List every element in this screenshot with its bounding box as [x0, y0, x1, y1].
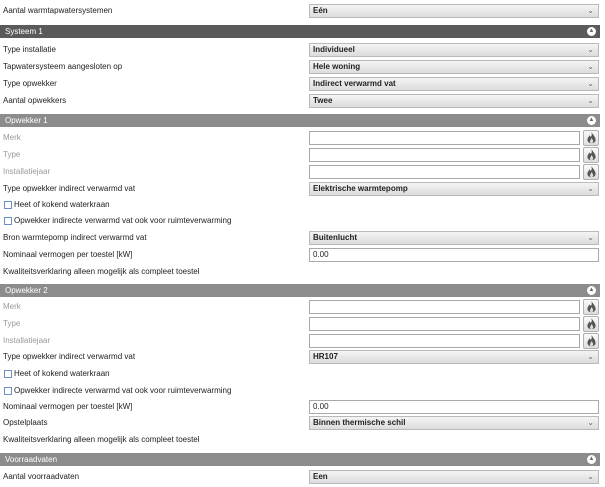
opwekker1-merk-row: [0, 130, 605, 146]
aantal-systemen-select[interactable]: [309, 4, 599, 18]
opwekker2-jaar-label: Installatiejaar: [3, 336, 51, 345]
opwekker1-type-vat-label: Type opwekker indirect verwarmd vat: [3, 184, 136, 193]
opwekker2-title: Opwekker 2: [5, 286, 48, 295]
opwekker1-title: Opwekker 1: [5, 116, 48, 125]
flame-icon: [587, 132, 596, 145]
type-opwekker-select[interactable]: [309, 77, 599, 91]
chevron-down-icon: ⌄: [587, 6, 594, 15]
collapse-icon[interactable]: ▲: [588, 456, 595, 462]
opwekker2-kokend-label: Heet of kokend waterkraan: [14, 369, 110, 378]
collapse-icon[interactable]: ▲: [588, 28, 595, 34]
chevron-down-icon: ⌄: [587, 79, 594, 88]
type-installatie-value: Individueel: [313, 45, 355, 54]
opwekker2-type-vat-value: HR107: [313, 352, 338, 361]
opwekker1-bron-select[interactable]: [309, 231, 599, 245]
flame-button[interactable]: [583, 333, 599, 349]
opwekker2-opstel-value: Binnen thermische schil: [313, 418, 406, 427]
opwekker1-kokend-row: [0, 197, 605, 213]
flame-icon: [587, 318, 596, 331]
opwekker2-opstel-label: Opstelplaats: [3, 418, 48, 427]
flame-icon: [587, 301, 596, 314]
opwekker1-bron-row: [0, 230, 605, 246]
opwekker1-jaar-label: Installatiejaar: [3, 167, 51, 176]
opwekker1-kokend-checkbox[interactable]: [4, 201, 12, 209]
opwekker1-merk-label: Merk: [3, 133, 21, 142]
aantal-voorraadvaten-value: Een: [313, 472, 328, 481]
flame-button[interactable]: [583, 130, 599, 146]
opwekker1-jaar-input[interactable]: [309, 165, 580, 179]
type-installatie-row: [0, 42, 605, 58]
type-opwekker-row: [0, 76, 605, 92]
voorraadvaten-header[interactable]: [0, 453, 600, 466]
opwekker2-vermogen-row: [0, 399, 605, 415]
opwekker1-type-vat-select[interactable]: [309, 182, 599, 196]
opwekker2-kwaliteit-label: Kwaliteitsverklaring alleen mogelijk als compleet toestel: [3, 435, 200, 444]
opwekker1-ruimte-label: Opwekker indirecte verwarmd vat ook voor ruimteverwarming: [14, 216, 232, 225]
opwekker2-kokend-row: [0, 366, 605, 382]
aangesloten-label: Tapwatersysteem aangesloten op: [3, 62, 123, 71]
opwekker1-vermogen-label: Nominaal vermogen per toestel [kW]: [3, 250, 133, 259]
flame-button[interactable]: [583, 299, 599, 315]
opwekker1-type-vat-row: [0, 181, 605, 197]
opwekker2-opstel-select[interactable]: [309, 416, 599, 430]
flame-icon: [587, 335, 596, 348]
flame-button[interactable]: [583, 164, 599, 180]
aantal-voorraadvaten-select[interactable]: [309, 470, 599, 484]
opwekker1-type-row: [0, 147, 605, 163]
opwekker2-type-vat-label: Type opwekker indirect verwarmd vat: [3, 352, 136, 361]
aantal-systemen-row: [0, 3, 605, 19]
chevron-down-icon: ⌄: [587, 184, 594, 193]
voorraadvaten-title: Voorraadvaten: [5, 455, 58, 464]
opwekker1-jaar-row: [0, 164, 605, 180]
opwekker2-vermogen-input[interactable]: 0.00: [309, 400, 599, 414]
aantal-voorraadvaten-row: [0, 469, 605, 485]
aantal-opwekkers-select[interactable]: [309, 94, 599, 108]
opwekker1-bron-label: Bron warmtepomp indirect verwarmd vat: [3, 233, 147, 242]
opwekker2-ruimte-checkbox[interactable]: [4, 387, 12, 395]
opwekker2-merk-row: [0, 299, 605, 315]
opwekker2-kwaliteit-row: [0, 432, 605, 448]
opwekker2-header[interactable]: [0, 284, 600, 297]
aangesloten-value: Hele woning: [313, 62, 361, 71]
opwekker2-type-row: [0, 316, 605, 332]
opwekker2-type-vat-select[interactable]: [309, 350, 599, 364]
aantal-systemen-label: Aantal warmtapwatersystemen: [3, 6, 113, 15]
aantal-voorraadvaten-label: Aantal voorraadvaten: [3, 472, 80, 481]
opwekker1-type-label: Type: [3, 150, 21, 159]
opwekker1-vermogen-input[interactable]: 0.00: [309, 248, 599, 262]
aantal-opwekkers-label: Aantal opwekkers: [3, 96, 67, 105]
opwekker1-merk-input[interactable]: [309, 131, 580, 145]
opwekker2-jaar-row: [0, 333, 605, 349]
opwekker2-opstel-row: [0, 415, 605, 431]
type-installatie-label: Type installatie: [3, 45, 56, 54]
opwekker2-type-label: Type: [3, 319, 21, 328]
type-installatie-select[interactable]: [309, 43, 599, 57]
opwekker1-type-vat-value: Elektrische warmtepomp: [313, 184, 408, 193]
systeem1-header[interactable]: [0, 25, 600, 38]
opwekker1-type-input[interactable]: [309, 148, 580, 162]
flame-button[interactable]: [583, 147, 599, 163]
chevron-down-icon: ⌄: [587, 62, 594, 71]
opwekker1-vermogen-row: [0, 247, 605, 263]
opwekker1-kokend-label: Heet of kokend waterkraan: [14, 200, 110, 209]
opwekker2-ruimte-row: [0, 383, 605, 399]
flame-button[interactable]: [583, 316, 599, 332]
opwekker2-jaar-input[interactable]: [309, 334, 580, 348]
opwekker2-kokend-checkbox[interactable]: [4, 370, 12, 378]
type-opwekker-value: Indirect verwarmd vat: [313, 79, 396, 88]
opwekker1-ruimte-row: [0, 213, 605, 229]
opwekker2-vermogen-label: Nominaal vermogen per toestel [kW]: [3, 402, 133, 411]
opwekker1-header[interactable]: [0, 114, 600, 127]
aangesloten-row: [0, 59, 605, 75]
flame-icon: [587, 166, 596, 179]
opwekker2-merk-label: Merk: [3, 302, 21, 311]
systeem1-title: Systeem 1: [5, 27, 43, 36]
chevron-down-icon: ⌄: [587, 96, 594, 105]
opwekker2-merk-input[interactable]: [309, 300, 580, 314]
opwekker2-ruimte-label: Opwekker indirecte verwarmd vat ook voor ruimteverwarming: [14, 386, 232, 395]
aantal-systemen-value: Eén: [313, 6, 328, 15]
opwekker1-ruimte-checkbox[interactable]: [4, 217, 12, 225]
collapse-icon[interactable]: ▲: [588, 287, 595, 293]
opwekker2-type-input[interactable]: [309, 317, 580, 331]
chevron-down-icon: ⌄: [587, 45, 594, 54]
chevron-down-icon: ⌄: [587, 472, 594, 481]
aantal-opwekkers-row: [0, 93, 605, 109]
chevron-down-icon: ⌄: [587, 233, 594, 242]
type-opwekker-label: Type opwekker: [3, 79, 57, 88]
opwekker1-kwaliteit-row: [0, 264, 605, 280]
aantal-opwekkers-value: Twee: [313, 96, 333, 105]
flame-icon: [587, 149, 596, 162]
collapse-icon[interactable]: ▲: [588, 117, 595, 123]
chevron-down-icon: ⌄: [587, 418, 594, 427]
chevron-down-icon: ⌄: [587, 352, 594, 361]
opwekker1-bron-value: Buitenlucht: [313, 233, 357, 242]
aangesloten-select[interactable]: [309, 60, 599, 74]
opwekker1-kwaliteit-label: Kwaliteitsverklaring alleen mogelijk als compleet toestel: [3, 267, 200, 276]
opwekker2-type-vat-row: [0, 349, 605, 365]
